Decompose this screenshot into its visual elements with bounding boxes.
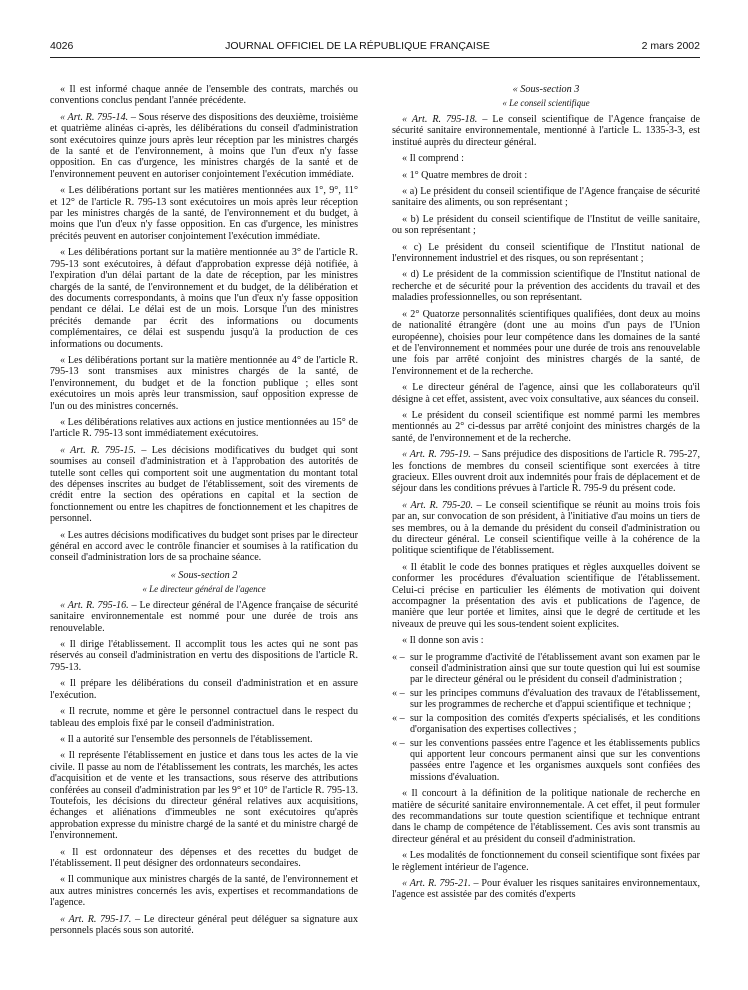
article-paragraph xyxy=(50,112,358,180)
bullet-list xyxy=(392,652,700,783)
paragraph: « Il comprend : xyxy=(402,153,464,165)
paragraph: « Il concourt à la définition de la politique nationale de recherche en matière de sécurité sanitaire environnementale. A cet effet, il peut formuler des recommandations sur toute question scientifique et technique entrant dans le champ de compétence de l'établissement. Ces avis sont transmis au directeur général et au président du conseil d'administration. xyxy=(392,788,700,845)
page-header xyxy=(50,40,700,58)
article-ref: « Art. R. 795-14. xyxy=(60,111,129,123)
article-text: – Le conseil scientifique se réunit au moins trois fois par an, sur convocation de son président, à l'initiative d'au moins un tiers de ses membres, ou à la demande du président du conseil d'administration ou du directeur général. Le conseil scientifique veille à la cohérence de la politique scientifique de l'établissement. xyxy=(392,499,700,557)
section-heading: « Sous-section 3 xyxy=(512,84,580,95)
article-ref: « Art. R. 795-16. xyxy=(60,599,129,611)
paragraph: « Le président du conseil scientifique est nommé parmi les membres mentionnés au 2° ci-dessus par arrêté conjoint des ministres chargés de la santé, de l'environnement et de la recherche. xyxy=(392,409,700,444)
left-column xyxy=(50,84,358,941)
article-paragraph xyxy=(392,500,700,557)
article-text: – Les décisions modificatives du budget qui sont soumises au conseil d'administration et à l'approbation des autorités de tutelle sont celles qui comportent soit une augmentation du montant total des dépenses inscrites au budget de l'établissement, soit des virements de crédit entre la section des opérations en capital et la section de fonctionnement ou entre les chapitres de fonctionnement et les chapitres de personnel. xyxy=(50,444,358,525)
paragraph: « Il recrute, nomme et gère le personnel contractuel dans le respect du tableau des emplois fixé par le conseil d'administration. xyxy=(50,706,358,729)
bullet-text: sur les conventions passées entre l'agence et les établissements publics qui apportent leur concours permanent ainsi que sur les conventions passées entre l'agence et les organismes auxquels sont confiées des missions d'évaluation. xyxy=(410,737,700,783)
paragraph: « b) Le président du conseil scientifique de l'Institut de veille sanitaire, ou son représentant ; xyxy=(392,213,700,237)
paragraph: « Il prépare les délibérations du conseil d'administration et en assure l'exécution. xyxy=(50,678,358,701)
paragraph: « Il a autorité sur l'ensemble des personnels de l'établissement. xyxy=(60,733,313,745)
paragraph: « Il est informé chaque année de l'ensemble des contrats, marchés ou conventions conclus pendant l'année précédente. xyxy=(50,84,358,107)
bullet-text: sur le programme d'activité de l'établissement avant son examen par le conseil d'administration ainsi que sur toute question qui lui est soumise par le directeur général ou le président du conseil d'administration ; xyxy=(410,651,700,686)
article-paragraph xyxy=(50,445,358,525)
paragraph: « c) Le président du conseil scientifique de l'Institut national de l'environnement industriel et des risques, ou son représentant ; xyxy=(392,241,700,265)
article-text: – Sous réserve des dispositions des deuxième, troisième et quatrième alinéas ci-après, les délibérations du conseil d'administration sont exécutoires quinze jours après leur réception par les ministres chargés de la santé et de l'environnement, à moins que l'un d'eux n'y fasse opposition. En cas d'urgence, les ministres chargés de la santé et de l'environnement peuvent en autoriser conjointement l'exécution immédiate. xyxy=(50,111,358,180)
paragraph: « Il représente l'établissement en justice et dans tous les actes de la vie civile. Il passe au nom de l'établissement les contrats, les marchés, les actes d'acquisition et de vente et les transactions, sous réserve des attributions conférées au conseil d'administration par les 9° et 10° de l'article R. 795-13. Toutefois, les décisions du directeur général relatives aux acquisitions, échanges et aliénations d'immeubles ne sont exécutoires qu'après approbation expresse du ministre chargé de la santé et du ministre chargé de l'environnement. xyxy=(50,750,358,842)
text-columns xyxy=(50,84,700,941)
article-ref: « Art. R. 795-17. xyxy=(60,913,132,925)
article-ref: « Art. R. 795-20. xyxy=(402,499,474,511)
journal-title: JOURNAL OFFICIEL DE LA RÉPUBLIQUE FRANÇAISE xyxy=(225,40,490,52)
section-heading: « Sous-section 2 xyxy=(170,569,238,581)
article-text: – Pour évaluer les risques sanitaires environnementaux, l'agence est assistée par des comités d'experts xyxy=(392,877,700,901)
bullet-mark: « – xyxy=(392,687,405,699)
page-number: 4026 xyxy=(50,40,74,52)
paragraph: « Les délibérations relatives aux actions en justice mentionnées au 15° de l'article R. 795-13 sont immédiatement exécutoires. xyxy=(50,416,358,440)
article-ref: « Art. R. 795-15. xyxy=(60,444,137,456)
paragraph: « Le directeur général de l'agence, ainsi que les collaborateurs qu'il désigne à cet effet, assistent, avec voix consultative, aux séances du conseil. xyxy=(392,382,700,405)
paragraph: « a) Le président du conseil scientifique de l'Agence française de sécurité sanitaire des aliments, ou son représentant ; xyxy=(392,186,700,209)
paragraph: « Il établit le code des bonnes pratiques et règles auxquelles doivent se conformer les procédures d'évaluation scientifique de l'établissement. Celui-ci précise en particulier les éléments de motivation qui doivent accompagner la présentation des avis et publications de l'agence, de manière que leur portée et limites, ainsi que le degré de certitude et les niveaux de preuve qui les sous-tendent soient explicites. xyxy=(392,561,700,630)
paragraph: « Il est ordonnateur des dépenses et des recettes du budget de l'établissement. Il peut désigner des ordonnateurs secondaires. xyxy=(50,846,358,869)
bullet-mark: « – xyxy=(392,651,405,663)
paragraph: « 1° Quatre membres de droit : xyxy=(402,169,528,181)
article-paragraph xyxy=(50,600,358,634)
article-paragraph xyxy=(392,114,700,148)
article-text: – Le conseil scientifique de l'Agence française de sécurité sanitaire environnementale, mentionné à l'article L. 1335-3-3, est institué auprès du directeur général. xyxy=(392,114,700,148)
paragraph: « Il dirige l'établissement. Il accomplit tous les actes qui ne sont pas réservés au conseil d'administration en vertu des dispositions de l'article R. 795-13. xyxy=(50,639,358,673)
paragraph: « Les délibérations portant sur les matières mentionnées aux 1°, 9°, 11° et 12° de l'article R. 795-13 sont exécutoires un mois après leur réception par les ministres chargés de la santé, de l'environnement et du budget, à moins que l'un d'eux n'y fasse opposition. En cas d'urgence, les ministres précités peuvent en autoriser conjointement l'exécution immédiate. xyxy=(50,185,358,242)
subsection-heading: « Le conseil scientifique xyxy=(502,98,590,108)
article-ref: « Art. R. 795-19. xyxy=(402,449,471,461)
article-ref: « Art. R. 795-21. xyxy=(402,877,471,889)
bullet-text: sur les principes communs d'évaluation des travaux de l'établissement, sur les programmes de recherche et d'appui scientifique et technique ; xyxy=(410,687,700,711)
bullet-mark: « – xyxy=(392,712,405,724)
article-paragraph xyxy=(50,914,358,937)
paragraph: « Il communique aux ministres chargés de la santé, de l'environnement et aux autres ministres concernés les avis, expertises et recommandations de l'agence. xyxy=(50,874,358,909)
bullet-text: sur la composition des comités d'experts spécialisés, et les conditions d'organisation des expertises collectives ; xyxy=(410,712,700,736)
list-item xyxy=(392,713,700,736)
right-column xyxy=(392,84,700,941)
issue-date: 2 mars 2002 xyxy=(641,40,700,52)
article-text: – Le directeur général de l'Agence française de sécurité sanitaire environnementale est nommé pour une durée de trois ans renouvelable. xyxy=(50,599,358,634)
article-paragraph xyxy=(392,878,700,901)
paragraph: « d) Le président de la commission scientifique de l'Institut national de recherche et de sécurité pour la prévention des accidents du travail et des maladies professionnelles, ou son représentant. xyxy=(392,269,700,304)
paragraph: « Les modalités de fonctionnement du conseil scientifique sont fixées par le règlement intérieur de l'agence. xyxy=(392,850,700,873)
paragraph: « Les délibérations portant sur la matière mentionnée au 4° de l'article R. 795-13 sont transmises aux ministres chargés de la santé, de l'environnement, du budget et de la fonction publique ; elles sont exécutoires un mois après leur transmission, sauf opposition expresse de l'un ou des ministres concernés. xyxy=(50,354,358,412)
paragraph: « 2° Quatorze personnalités scientifiques qualifiées, dont deux au moins de nationalité étrangère (dont une au moins d'un pays de l'Union européenne), choisies pour leur compétence dans les domaines de la santé et de l'environnement et nommées pour une durée de trois ans renouvelable une fois par arrêté conjoint des ministres chargés de la santé, de l'environnement et de la recherche. xyxy=(392,308,700,377)
paragraph: « Les autres décisions modificatives du budget sont prises par le directeur général en accord avec le contrôle financier et soumises à la ratification du conseil d'administration lors de sa prochaine séance. xyxy=(50,529,358,564)
paragraph: « Les délibérations portant sur la matière mentionnée au 3° de l'article R. 795-13 sont exécutoires, à défaut d'approbation expresse déjà notifiée, à l'expiration d'un délai partant de la date de réception, par les ministres chargés de la santé, de l'environnement et du budget, de la délibération et des documents correspondants, à moins que l'un d'eux n'y fasse opposition pendant ce délai. Le délai est de un mois. Lorsque l'un des ministres précités demande par écrit des informations ou documents complémentaires, ce délai est suspendu jusqu'à la production de ces informations ou documents. xyxy=(50,247,358,350)
article-text: – Le directeur général peut déléguer sa signature aux personnels placés sous son autorité. xyxy=(50,913,358,936)
bullet-mark: « – xyxy=(392,737,405,749)
subsection-heading: « Le directeur général de l'agence xyxy=(142,583,266,594)
paragraph: « Il donne son avis : xyxy=(402,635,484,647)
article-paragraph xyxy=(392,449,700,495)
list-item xyxy=(392,688,700,711)
list-item xyxy=(392,738,700,784)
list-item xyxy=(392,652,700,686)
article-text: – Sans préjudice des dispositions de l'article R. 795-27, les fonctions de membres du conseil scientifique sont exercées à titre gracieux. Elles ouvrent droit aux indemnités pour frais de déplacement et de séjour dans les conditions prévues à l'article R. 795-9 du présent code. xyxy=(392,449,700,495)
article-ref: « Art. R. 795-18. xyxy=(402,114,478,125)
